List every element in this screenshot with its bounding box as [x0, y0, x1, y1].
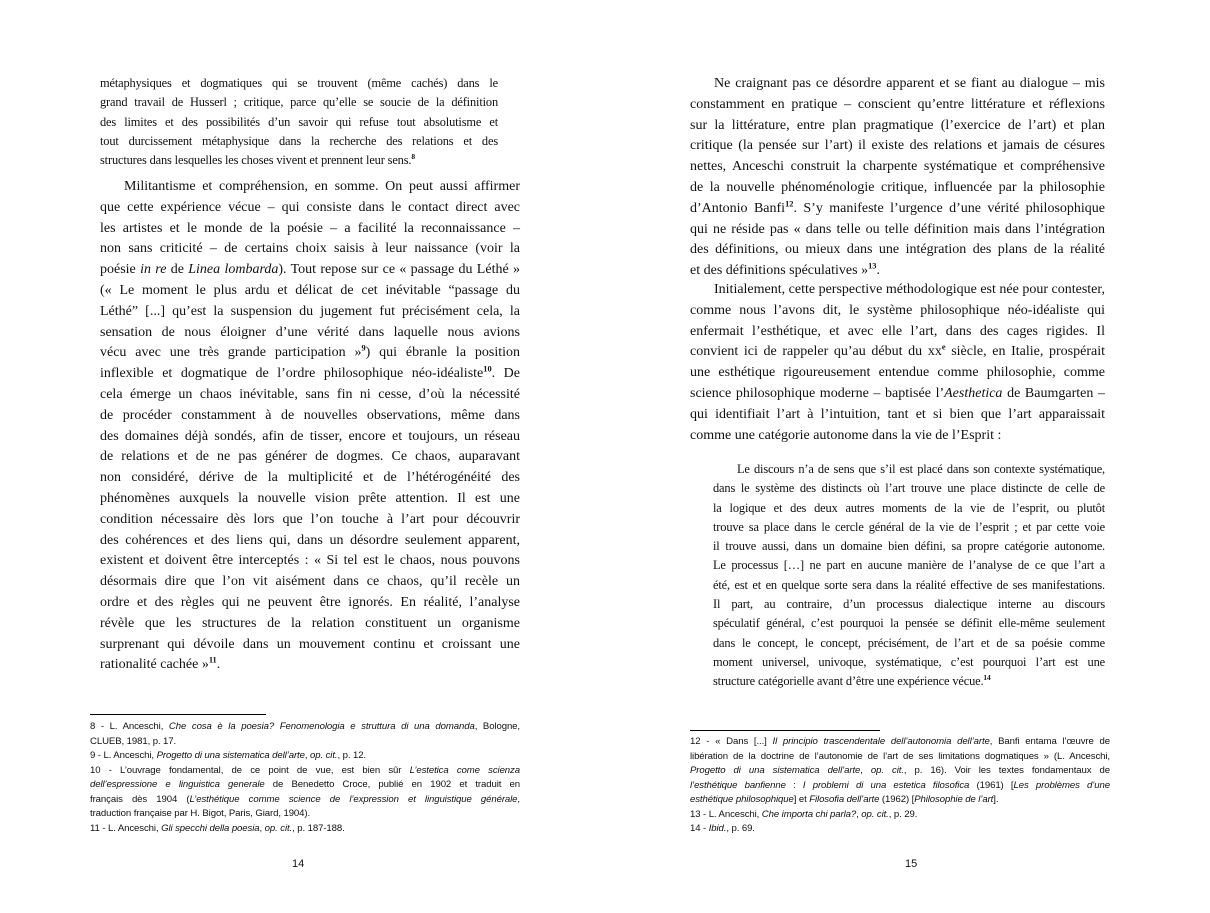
- text-line: des limites et des possibilités d’un savoir qui refuse tout absolutisme et: [100, 114, 498, 129]
- footnote-line: [690, 793, 1110, 808]
- body-paragraph: [100, 177, 520, 676]
- italic-run: Ibid.: [708, 823, 727, 834]
- text-run: structure catégorielle avant d’être une expérience vécue.: [713, 674, 984, 689]
- italic-run: Aesthetica: [944, 385, 1003, 401]
- footnote-line: [690, 735, 1110, 750]
- text-line: [690, 342, 1105, 363]
- text-run: structures dans lesquelles les choses vivent et prennent leur sens.: [100, 153, 412, 168]
- text-line: révèle que les structures de la relation constituent un organisme: [100, 615, 520, 631]
- italic-run: l’esthétique banfienne: [690, 779, 786, 791]
- text-run: , p. 69.: [726, 823, 755, 834]
- text-line: Le processus […] ne part en aucune manière de l’analyse de ce que l’art a: [713, 558, 1105, 573]
- footnotes: [90, 720, 520, 836]
- text-run: ,: [259, 822, 265, 834]
- footnote-ref: 13: [868, 261, 877, 271]
- footnote-line: [690, 808, 1110, 823]
- italic-run: I problemi di una estetica filosofica: [802, 779, 970, 791]
- text-run: de Benedetto Croce, publié en 1902 et traduit en: [264, 779, 520, 790]
- text-line: (« Le moment le plus ardu et délicat de cet inévitable “passage du: [100, 282, 520, 298]
- text-run: , p. 29.: [888, 808, 918, 820]
- footnote-ref: 14: [983, 673, 991, 683]
- footnote-line: [690, 764, 1110, 779]
- text-line: dans le concept, le concept, précisément, de l’art et de sa poésie comme: [713, 635, 1105, 650]
- footnote-line: [90, 793, 520, 808]
- text-line: constamment en pratique – conscient qu’entre littérature et réflexions: [690, 96, 1105, 112]
- footnote-ref: 8: [411, 152, 415, 162]
- text-line: critique (la pensée sur l’art) il existe des relations et jamais de césures: [690, 138, 1105, 154]
- text-line: désormais dire que l’on vit aisément dans ce chaos, qu’il recèle un: [100, 574, 520, 590]
- text-line: Ne craignant pas ce désordre apparent et se fiant au dialogue – mis: [714, 76, 1105, 91]
- text-line: comme nous l’avons dit, le système philosophique néo-idéaliste qui: [690, 302, 1105, 318]
- footnote-line: [90, 749, 520, 764]
- text-line: [100, 343, 520, 364]
- italic-run: Progetto di una sistematica dell’arte: [156, 750, 305, 761]
- italic-run: Che importa chi parla?: [761, 808, 857, 820]
- text-run: , p. 16). Voir les textes fondamentaux de: [903, 765, 1110, 776]
- text-run: ,: [304, 750, 310, 761]
- text-run: poésie: [100, 262, 141, 278]
- footnote-line: traduction française par H. Bigot, Paris, Giard, 1904).: [90, 808, 311, 819]
- text-run: ,: [860, 765, 871, 776]
- text-run: ,: [856, 808, 862, 820]
- text-run: . S’y manifeste l’urgence d’une vérité philosophique: [793, 200, 1105, 216]
- footnote-separator: [690, 730, 880, 731]
- text-line: de relations et de ne pas générer de dogmes. Ce chaos, auparavant: [100, 449, 520, 465]
- text-line: [690, 261, 1105, 282]
- italic-run: dell’espressione e linguistica generale: [90, 779, 265, 790]
- block-quote: [713, 460, 1105, 692]
- text-line: nettes, Anceschi construit la charpente systématique et compréhensive: [690, 159, 1105, 175]
- text-line: [100, 151, 498, 170]
- italic-run: in re: [140, 262, 167, 278]
- text-run: , Bologne,: [474, 721, 520, 732]
- text-line: phénomènes auxquels la nouvelle vision prête attention. Il est une: [100, 490, 520, 506]
- text-run: 8 - L. Anceschi,: [90, 721, 169, 732]
- text-line: Léthé” [...] qu’est la suspension du jugement fut précisément cela, la: [100, 303, 520, 319]
- italic-run: esthétique philosophique: [690, 794, 794, 805]
- text-line: grand travail de Husserl ; critique, parce qu’elle se soucie de la définition: [100, 95, 498, 110]
- text-line: Militantisme et compréhension, en somme. On peut aussi affirmer: [124, 179, 520, 194]
- text-line: existent et doivent être interceptés : « Si tel est le chaos, nous pouvons: [100, 553, 520, 569]
- text-line: cela émerge un chaos inévitable, sans fin ni cesse, d’où la nécessité: [100, 386, 520, 402]
- italic-run: Philosophie de l’art: [914, 794, 994, 805]
- footnote-line: [690, 822, 1110, 837]
- text-run: 13 - L. Anceschi,: [690, 808, 762, 820]
- text-line: dans le système des distincts où l’art trouve une place distincte de celle de: [713, 481, 1105, 496]
- footnote-line: CLUEB, 1981, p. 17.: [90, 735, 177, 747]
- footnote-line: [90, 764, 520, 779]
- text-line: des définitions, ou mieux dans une intégration des plans de la réalité: [690, 242, 1105, 258]
- text-line: non sans criticité – de certains choix saisis à leur naissance (voir la: [100, 241, 520, 257]
- text-line: [100, 364, 520, 385]
- text-line: de procéder constamment à de nouvelles observations, même dans: [100, 407, 520, 423]
- text-line: [690, 199, 1105, 220]
- text-line: [100, 260, 520, 281]
- text-line: comme une catégorie autonome dans la vie de l’Esprit :: [690, 427, 1002, 443]
- italic-run: Progetto di una sistematica dell’arte: [690, 765, 861, 776]
- text-run: de Baumgarten –: [1002, 385, 1105, 401]
- text-run: , p. 12.: [337, 750, 367, 761]
- text-run: 14 -: [690, 823, 709, 834]
- text-run: convient ici de rappeler qu’au début du xx: [690, 344, 942, 360]
- footnote-ref: 12: [785, 199, 794, 209]
- block-quote: [100, 74, 498, 170]
- text-line: non considéré, dérive de la multiplicité et de l’hétérogénéité des: [100, 470, 520, 486]
- text-run: ].: [993, 794, 999, 805]
- text-line: il trouve aussi, dans un domaine bien défini, sa propre catégorie autonome.: [713, 539, 1105, 554]
- text-line: condition nécessaire dès lors que l’on touche à l’art pour découvrir: [100, 511, 520, 527]
- text-run: français dès 1904 (: [90, 793, 190, 805]
- body-paragraph: [690, 280, 1105, 446]
- italic-run: L’estetica come scienza: [409, 764, 520, 776]
- text-line: métaphysiques et dogmatiques qui se trouvent (même cachés) dans le: [100, 76, 498, 90]
- italic-run: Les problèmes d’une: [1013, 779, 1110, 791]
- text-line: trouve sa place dans le cercle général de la vie de l’esprit ; et par cette voie: [713, 519, 1105, 534]
- text-run: inflexible et dogmatique de l’ordre philosophique néo-idéaliste: [100, 366, 484, 382]
- text-run: de: [166, 262, 189, 278]
- text-line: ordre et des règles qui ne peuvent être ignorés. En réalité, l’analyse: [100, 594, 520, 610]
- footnote-line: [90, 822, 520, 837]
- text-run: ] et: [793, 794, 810, 805]
- italic-run: op. cit.: [861, 808, 889, 820]
- text-run: siècle, en Italie, prospérait: [945, 344, 1106, 360]
- footnote-ref: e: [941, 342, 946, 352]
- text-line: enfermait l’esthétique, et avec elle l’art, dans des cages rigides. Il: [690, 323, 1105, 339]
- text-line: la logique et des deux autres moments de la vie de l’esprit, ou plutôt: [713, 500, 1105, 515]
- body-paragraph: [690, 74, 1105, 282]
- italic-run: op. cit.: [310, 750, 338, 761]
- page-number: 15: [905, 858, 918, 870]
- text-line: sur la littérature, entre plan pragmatique (l’exercice de l’art) et plan: [690, 117, 1105, 133]
- italic-run: Filosofia dell’arte: [809, 794, 880, 805]
- text-line: une esthétique rigoureusement entendue comme philosophie, comme: [690, 365, 1105, 381]
- text-run: d’Antonio Banfi: [690, 200, 786, 216]
- text-run: ,: [517, 793, 520, 805]
- text-run: 12 - « Dans [...]: [690, 736, 773, 747]
- text-run: .: [876, 263, 880, 279]
- text-run: ). Tout repose sur ce « passage du Léthé »: [278, 262, 520, 278]
- text-run: (1961) [: [969, 779, 1014, 791]
- footnote-line: [90, 778, 520, 793]
- text-line: qui ne réside pas « dans telle ou telle définition mais dans l’intégration: [690, 221, 1105, 237]
- footnote-ref: 11: [208, 655, 217, 665]
- text-run: , Banfi entama l’œuvre de: [989, 736, 1110, 747]
- footnote-separator: [90, 714, 266, 715]
- footnote-line: libération de la doctrine de l’autonomie de l’art de ses limitations dogmatiques » (L. Anceschi,: [690, 750, 1110, 762]
- italic-run: Linea lombarda: [188, 262, 279, 278]
- text-run: et des définitions spéculatives »: [690, 263, 869, 279]
- text-line: les artistes et le monde de la poésie – a facilité la reconnaissance –: [100, 220, 520, 236]
- text-run: . De: [491, 366, 520, 382]
- text-line: Le discours n’a de sens que s’il est placé dans son contexte systématique,: [737, 462, 1105, 476]
- text-line: de la nouvelle phénoménologie critique, influencée par la philosophie: [690, 179, 1105, 195]
- text-line: [100, 655, 520, 676]
- text-line: surprenant qui dévoile dans un mouvement continu et croissant une: [100, 636, 520, 652]
- text-line: Il part, au contraire, d’un processus dialectique interne au discours: [713, 597, 1105, 612]
- italic-run: L’esthétique comme science de l’expression et linguistique générale: [189, 793, 518, 805]
- footnotes: [690, 735, 1110, 837]
- italic-run: Gli specchi della poesia: [161, 822, 260, 834]
- text-line: spéculatif général, c’est pourquoi la pensée se définit elle-même seulement: [713, 616, 1105, 631]
- text-run: vécu avec une très grande participation »: [100, 345, 362, 361]
- text-run: ) qui ébranle la position: [365, 345, 521, 361]
- page-15: [605, 0, 1210, 913]
- text-line: des domaines déjà sondés, afin de tisser, encore et toujours, un réseau: [100, 428, 520, 444]
- text-line: tout durcissement métaphysique dans la recherche des relations et des: [100, 133, 498, 148]
- text-line: moment universel, univoque, systématique, c’est pourquoi l’art est une: [713, 654, 1105, 669]
- text-line: sensation de nous éloigner d’une vérité dans laquelle nous avions: [100, 324, 520, 340]
- footnote-line: [690, 779, 1110, 794]
- italic-run: op. cit.: [264, 822, 293, 834]
- footnote-ref: 10: [483, 364, 492, 374]
- text-run: 11 - L. Anceschi,: [90, 822, 162, 834]
- text-line: des cohérences et des liens qui, dans un désordre seulement apparent,: [100, 532, 520, 548]
- text-run: :: [785, 779, 803, 791]
- text-run: 10 - L’ouvrage fondamental, de ce point de vue, est bien sûr: [90, 764, 410, 776]
- text-line: [690, 384, 1105, 405]
- footnote-line: [90, 720, 520, 735]
- page-number: 14: [292, 858, 305, 870]
- text-line: Initialement, cette perspective méthodologique est née pour contester,: [714, 282, 1105, 297]
- text-run: 9 - L. Anceschi,: [90, 750, 157, 761]
- italic-run: op. cit.: [870, 765, 904, 776]
- text-line: [713, 672, 1105, 691]
- text-line: que cette expérience vécue – qui consiste dans le contact direct avec: [100, 199, 520, 215]
- text-line: été, est et en quelque sorte sera dans la réalité effective de ses manifestations.: [713, 577, 1105, 592]
- footnote-ref: 9: [361, 343, 366, 353]
- italic-run: Il principio trascendentale dell’autonomia dell’arte: [772, 736, 990, 747]
- text-run: .: [216, 657, 221, 673]
- text-run: (1962) [: [879, 794, 915, 805]
- text-run: , p. 187-188.: [292, 822, 345, 834]
- text-line: qui identifiait l’art à l’intuition, tant et si bien que l’art apparaissait: [690, 406, 1105, 422]
- italic-run: Che cosa è la poesia? Fenomenologia e struttura di una domanda: [168, 721, 475, 732]
- text-run: rationalité cachée »: [100, 657, 209, 673]
- text-run: science philosophique moderne – baptisée l’: [690, 385, 945, 401]
